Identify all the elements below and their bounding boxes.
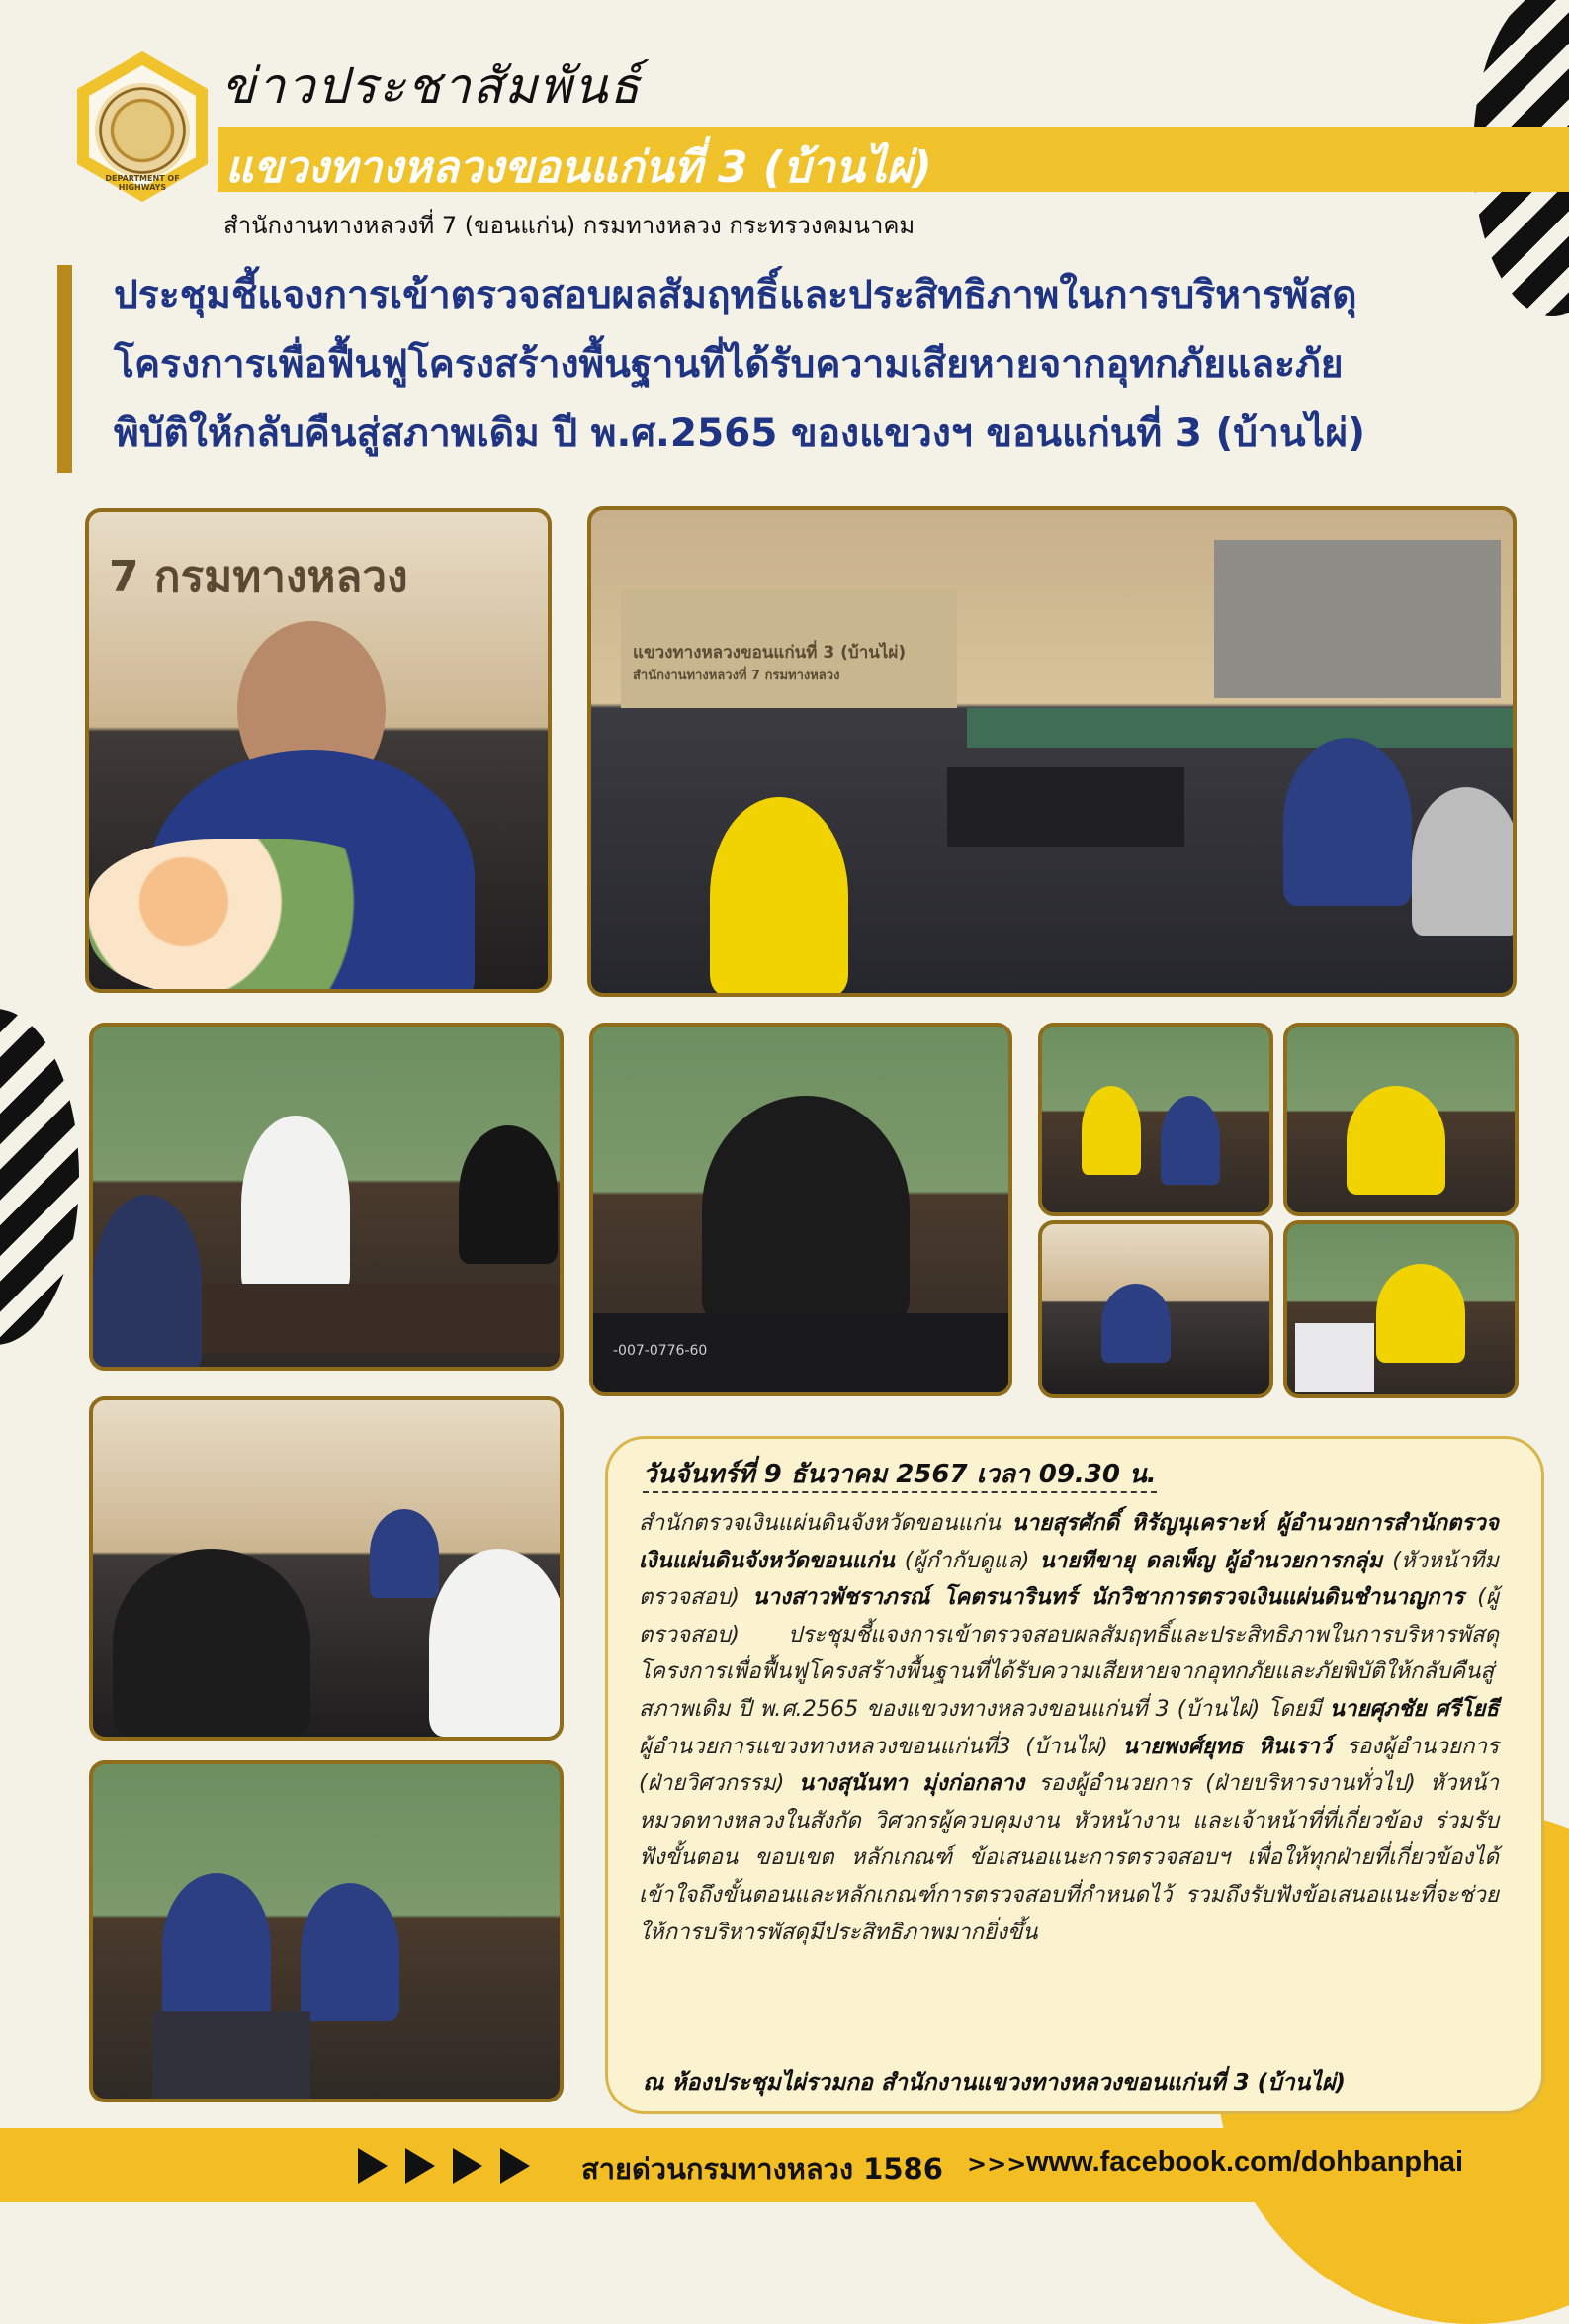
arrow-icon — [453, 2148, 482, 2184]
attendee — [1161, 1096, 1220, 1185]
asset-code-label: -007-0776-60 — [613, 1343, 708, 1359]
attendee — [1347, 1086, 1445, 1195]
photo-small-3 — [1038, 1220, 1273, 1398]
body-text: (ผู้ตรวจสอบ) ประชุมชี้แจงการเข้าตรวจสอบผลสัมฤทธิ์และประสิทธิภาพในการบริหารพัสดุ โครงการเพื่อฟื้นฟูโครงสร้างพื้นฐานที่ได้รับความเสียหายจากอุทกภัยและภัยพิบัติให้กลับคืนสู่สภาพเดิม ปี พ.ศ.2565 ของแขวงทางหลวงขอนแก่นที่ 3 (บ้านไผ่) โดยมี — [639, 1584, 1499, 1722]
body-text: รองผู้อำนวยการ (ฝ่ายวิศวกรรม) — [639, 1733, 1499, 1797]
hotline-text: สายด่วนกรมทางหลวง 1586 — [581, 2152, 943, 2186]
person-dark-jacket — [702, 1096, 910, 1323]
green-wall — [967, 708, 1517, 748]
body-bold-name: นางสาวพัชราภรณ์ โคตรนารินทร์ นักวิชาการตรวจเงินแผ่นดินชำนาญการ — [752, 1584, 1464, 1611]
logo-caption: DEPARTMENT OF HIGHWAYS — [105, 174, 180, 192]
body-text: สำนักตรวจเงินแผ่นดินจังหวัดขอนแก่น — [639, 1510, 1012, 1536]
photo-small-2 — [1283, 1023, 1519, 1216]
photo-auditors — [89, 1396, 564, 1741]
arrow-icon — [358, 2148, 388, 2184]
office-subheading: สำนักงานทางหลวงที่ 7 (ขอนแก่น) กรมทางหลวง กระทรวงคมนาคม — [223, 212, 915, 239]
person-white-shirt — [241, 1116, 350, 1294]
meeting-location: ณ ห้องประชุมไผ่รวมกอ สำนักงานแขวงทางหลวงขอนแก่นที่ 3 (บ้านไผ่) — [643, 2070, 1346, 2096]
conference-table — [202, 1284, 564, 1353]
person-seated — [370, 1509, 439, 1598]
headline-line-2: โครงการเพื่อฟื้นฟูโครงสร้างพื้นฐานที่ได้รับความเสียหายจากอุทกภัยและภัย — [114, 342, 1344, 387]
body-bold-name: นายทีขายุ ดลเพ็ญ ผู้อำนวยการกลุ่ม — [1039, 1547, 1383, 1573]
laptop — [152, 2011, 310, 2102]
body-text: (หัวหน้าทีมตรวจสอบ) — [639, 1547, 1499, 1611]
wall-banner-line-2: สำนักงานทางหลวงที่ 7 กรมทางหลวง — [633, 669, 840, 683]
attendee — [162, 1873, 271, 2021]
body-bold-name: นายสุรศักดิ์ หิรัญนุเคราะห์ ผู้อำนวยการสำนักตรวจเงินแผ่นดินจังหวัดขอนแก่น — [639, 1510, 1499, 1573]
body-bold-name: นายศุภชัย ศรีโยธี — [1329, 1695, 1499, 1722]
photo-small-4 — [1283, 1220, 1519, 1398]
person-white-shirt — [429, 1549, 564, 1737]
photo-chairman — [85, 508, 552, 993]
presentation-screen — [1295, 1323, 1374, 1392]
body-text: ผู้อำนวยการแขวงทางหลวงขอนแก่นที่3 (บ้านไผ่) — [639, 1733, 1123, 1759]
window-blinds — [1214, 540, 1501, 698]
attendee — [301, 1883, 399, 2021]
article-body — [639, 1505, 1499, 1951]
decorative-stripes-left — [0, 1009, 79, 1345]
arrow-icon — [500, 2148, 530, 2184]
photo-meeting-room — [587, 506, 1517, 997]
headline-line-1: ประชุมชี้แจงการเข้าตรวจสอบผลสัมฤทธิ์และประสิทธิภาพในการบริหารพัสดุ — [114, 273, 1357, 317]
flower-arrangement — [89, 839, 405, 993]
facebook-link[interactable]: www.facebook.com/dohbanphai — [1026, 2146, 1464, 2178]
body-bold-name: นางสุนันทา มุ่งก่อกลาง — [798, 1770, 1025, 1797]
date-divider — [643, 1491, 1157, 1493]
attendee-blue-jacket — [1283, 738, 1412, 906]
monitor — [947, 767, 1184, 847]
attendee — [1101, 1284, 1171, 1363]
attendee — [1082, 1086, 1141, 1175]
photo-small-1 — [1038, 1023, 1273, 1216]
photo-audit-director — [89, 1023, 564, 1371]
photo-staff — [89, 1760, 564, 2102]
footer-separator: >>> — [967, 2150, 1027, 2178]
wall-banner-line-1: แขวงทางหลวงขอนแก่นที่ 3 (บ้านไผ่) — [633, 643, 907, 663]
headline-accent-bar — [57, 265, 72, 473]
photo-group-leader — [589, 1023, 1012, 1396]
event-date: วันจันทร์ที่ 9 ธันวาคม 2567 เวลา 09.30 น. — [643, 1460, 1157, 1489]
attendee — [1376, 1264, 1465, 1363]
headline — [114, 261, 1488, 469]
person-foreground — [93, 1195, 202, 1371]
office-title: แขวงทางหลวงขอนแก่นที่ 3 (บ้านไผ่) — [225, 142, 932, 193]
arrow-icon — [405, 2148, 435, 2184]
body-text: (ผู้กำกับดูแล) — [894, 1547, 1040, 1573]
press-release-kicker: ข่าวประชาสัมพันธ์ — [221, 57, 642, 115]
attendee-grey — [1412, 787, 1517, 936]
body-text: รองผู้อำนวยการ (ฝ่ายบริหารงานทั่วไป) หัวหน้าหมวดทางหลวงในสังกัด วิศวกรผู้ควบคุมงาน หัวหน้างาน และเจ้าหน้าที่ที่เกี่ยวข้อง ร่วมรับฟังขั้นตอน ขอบเขต หลักเกณฑ์ ข้อเสนอแนะการตรวจสอบฯ เพื่อให้ทุกฝ่ายที่เกี่ยวข้องได้เข้าใจถึงขั้นตอนและหลักเกณฑ์การตรวจสอบที่กำหนดไว้ รวมถึงรับฟังข้อเสนอแนะที่จะช่วยให้การบริหารพัสดุมีประสิทธิภาพมากยิ่งขึ้น — [639, 1770, 1499, 1945]
headline-line-3: พิบัติให้กลับคืนสู่สภาพเดิม ปี พ.ศ.2565 ของแขวงฯ ขอนแก่นที่ 3 (บ้านไผ่) — [114, 411, 1365, 456]
body-bold-name: นายพงศ์ยุทธ หินเราว์ — [1122, 1733, 1333, 1759]
attendee-yellow-shirt — [710, 797, 848, 995]
doh-seal-icon — [95, 83, 190, 178]
photo-wall-sign: 7 กรมทางหลวง — [109, 552, 408, 602]
person-black-shirt — [459, 1125, 558, 1264]
person-foreground — [113, 1549, 310, 1737]
